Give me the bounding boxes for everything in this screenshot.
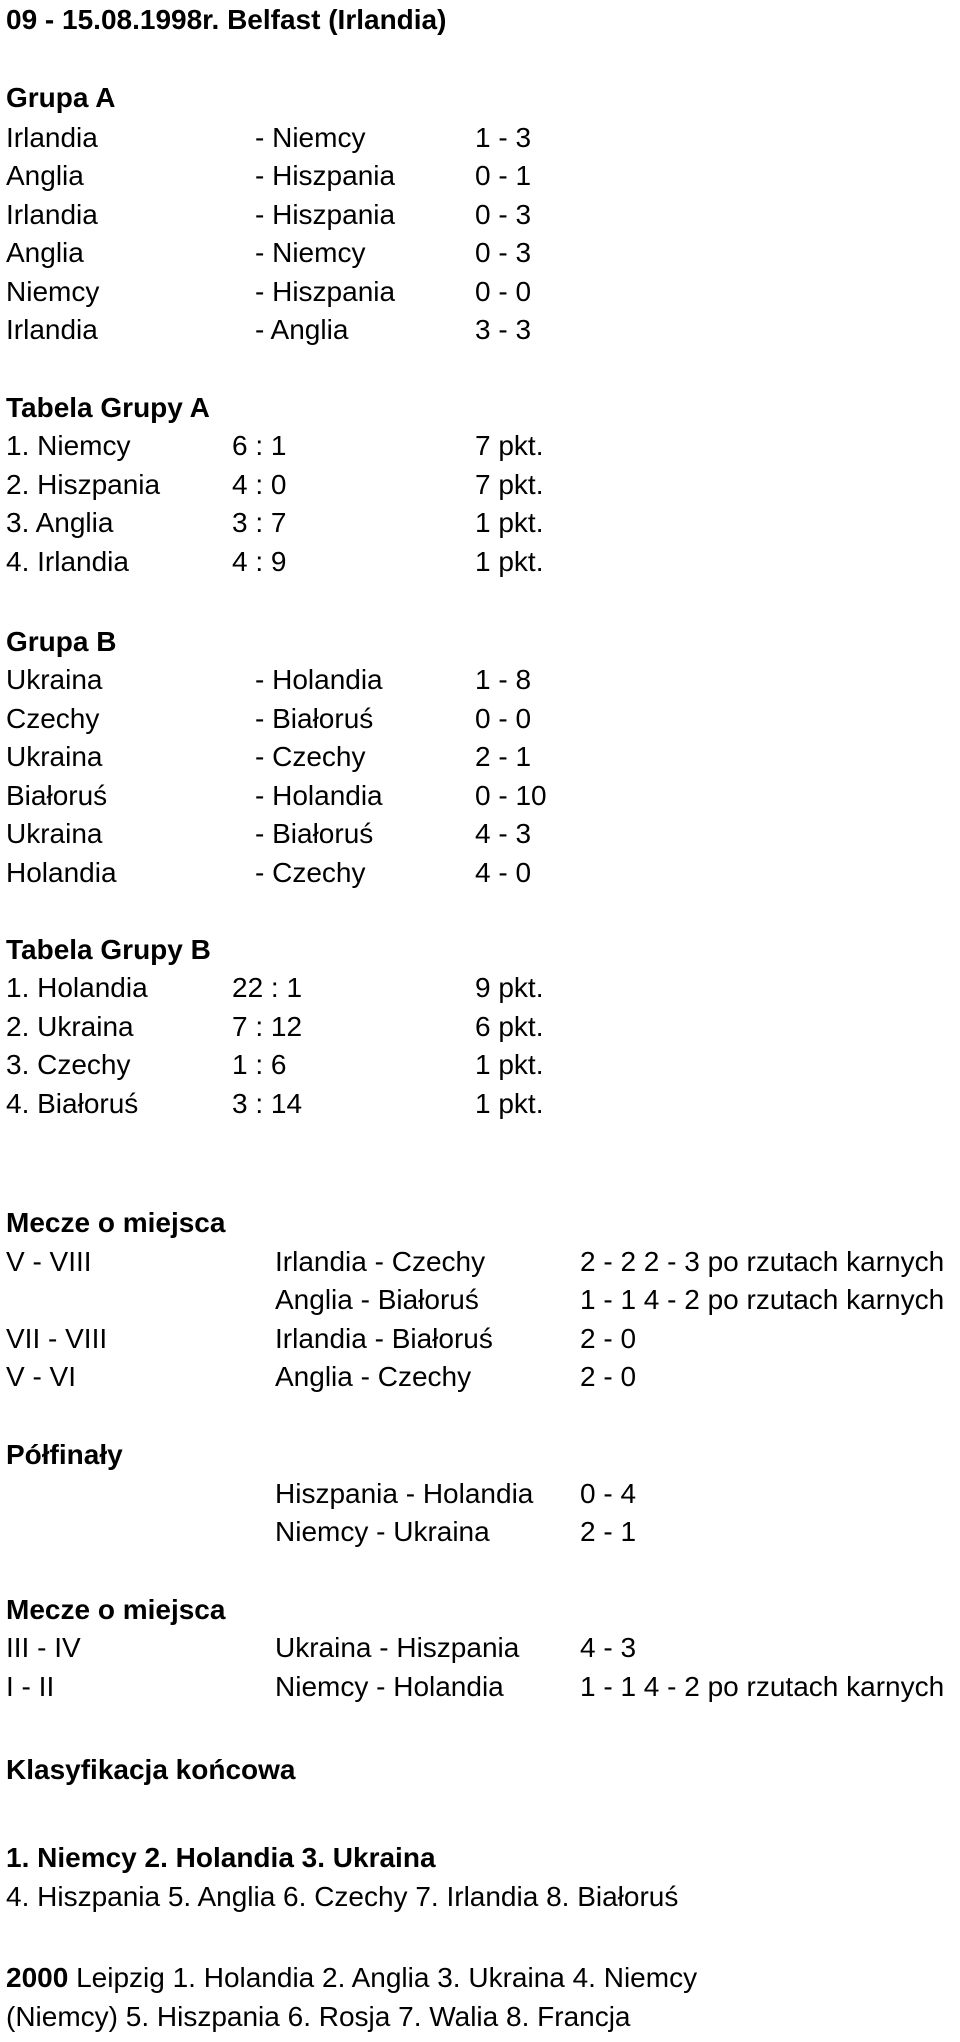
score: 0 - 10 [475, 780, 547, 811]
home-team: Białoruś [6, 780, 108, 811]
points: 6 pkt. [475, 1011, 544, 1042]
away-team: - Holandia [255, 664, 383, 695]
final-classification-title: Klasyfikacja końcowa [6, 1754, 296, 1785]
places: V - VIII [6, 1246, 92, 1277]
points: 7 pkt. [475, 469, 544, 500]
home-team: Irlandia [6, 199, 98, 230]
match-row [0, 855, 960, 891]
match-row [0, 197, 960, 233]
match: Niemcy - Holandia [275, 1671, 504, 1702]
standings-row [0, 1086, 960, 1122]
result: 4 - 3 [580, 1632, 637, 1663]
away-team: - Białoruś [255, 703, 374, 734]
score: 4 - 3 [475, 818, 532, 849]
score: 0 - 0 [475, 276, 532, 307]
home-team: Irlandia [6, 314, 98, 345]
team-rank: 2. Hiszpania [6, 469, 161, 500]
home-team: Anglia [6, 160, 84, 191]
score: 3 - 3 [475, 314, 532, 345]
places: I - II [6, 1671, 55, 1702]
team-rank: 3. Anglia [6, 507, 114, 538]
match-row [0, 739, 960, 775]
result: 2 - 0 [580, 1323, 637, 1354]
score: 2 - 1 [475, 741, 532, 772]
points: 1 pkt. [475, 546, 544, 577]
placement-row [0, 1359, 960, 1395]
home-team: Holandia [6, 857, 117, 888]
team-rank: 4. Białoruś [6, 1088, 139, 1119]
points: 1 pkt. [475, 507, 544, 538]
placement-row [0, 1669, 960, 1705]
goal-ratio: 1 : 6 [232, 1049, 287, 1080]
away-team: - Niemcy [255, 122, 366, 153]
match-row [0, 274, 960, 310]
standings-row [0, 544, 960, 580]
standings-row [0, 1047, 960, 1083]
match-row [0, 312, 960, 348]
places: III - IV [6, 1632, 81, 1663]
team-rank: 2. Ukraina [6, 1011, 134, 1042]
placement-row [0, 1321, 960, 1357]
goal-ratio: 6 : 1 [232, 430, 287, 461]
score: 0 - 3 [475, 237, 532, 268]
match: Ukraina - Hiszpania [275, 1632, 520, 1663]
semifinal-row [0, 1514, 960, 1550]
semifinals-title: Półfinały [6, 1439, 123, 1470]
match-row [0, 158, 960, 194]
group-a-title: Grupa A [6, 82, 116, 113]
goal-ratio: 7 : 12 [232, 1011, 303, 1042]
placement-row [0, 1282, 960, 1318]
group-a-table-title: Tabela Grupy A [6, 392, 210, 423]
next-edition-line [6, 1960, 697, 1996]
result: 1 - 1 4 - 2 po rzutach karnych [580, 1671, 945, 1702]
away-team: - Niemcy [255, 237, 366, 268]
home-team: Anglia [6, 237, 84, 268]
result: 2 - 0 [580, 1361, 637, 1392]
standings-row [0, 970, 960, 1006]
score: 0 - 3 [475, 199, 532, 230]
page-title: 09 - 15.08.1998r. Belfast (Irlandia) [6, 4, 447, 35]
standings-row [0, 428, 960, 464]
match: Hiszpania - Holandia [275, 1478, 534, 1509]
score: 0 - 0 [475, 703, 532, 734]
score: 0 - 1 [475, 160, 532, 191]
final-classification-top: 1. Niemcy 2. Holandia 3. Ukraina [6, 1842, 436, 1873]
places: VII - VIII [6, 1323, 108, 1354]
home-team: Irlandia [6, 122, 98, 153]
match-row [0, 701, 960, 737]
standings-row [0, 467, 960, 503]
score: 1 - 3 [475, 122, 532, 153]
match-row [0, 235, 960, 271]
standings-row [0, 505, 960, 541]
goal-ratio: 4 : 0 [232, 469, 287, 500]
points: 1 pkt. [475, 1049, 544, 1080]
home-team: Ukraina [6, 664, 103, 695]
placement-matches-title: Mecze o miejsca [6, 1594, 226, 1625]
semifinal-row [0, 1476, 960, 1512]
team-rank: 4. Irlandia [6, 546, 129, 577]
points: 7 pkt. [475, 430, 544, 461]
home-team: Ukraina [6, 818, 103, 849]
result: 1 - 1 4 - 2 po rzutach karnych [580, 1284, 945, 1315]
team-rank: 3. Czechy [6, 1049, 131, 1080]
match: Anglia - Czechy [275, 1361, 472, 1392]
next-edition-line-2: (Niemcy) 5. Hiszpania 6. Rosja 7. Walia 8. Francja [6, 2001, 631, 2032]
away-team: - Czechy [255, 857, 366, 888]
goal-ratio: 3 : 14 [232, 1088, 303, 1119]
score: 1 - 8 [475, 664, 532, 695]
match: Anglia - Białoruś [275, 1284, 479, 1315]
away-team: - Hiszpania [255, 276, 396, 307]
next-edition-year: 2000 [6, 1962, 69, 1993]
away-team: - Czechy [255, 741, 366, 772]
team-rank: 1. Niemcy [6, 430, 131, 461]
placement-row [0, 1244, 960, 1280]
result: 0 - 4 [580, 1478, 637, 1509]
places: V - VI [6, 1361, 77, 1392]
match-row [0, 816, 960, 852]
placement-matches-title: Mecze o miejsca [6, 1207, 226, 1238]
away-team: - Anglia [255, 314, 349, 345]
home-team: Niemcy [6, 276, 100, 307]
goal-ratio: 4 : 9 [232, 546, 287, 577]
final-classification-rest: 4. Hiszpania 5. Anglia 6. Czechy 7. Irlandia 8. Białoruś [6, 1881, 679, 1912]
home-team: Czechy [6, 703, 100, 734]
result: 2 - 2 2 - 3 po rzutach karnych [580, 1246, 945, 1277]
group-b-title: Grupa B [6, 626, 117, 657]
match-row [0, 778, 960, 814]
match: Irlandia - Białoruś [275, 1323, 493, 1354]
match-row [0, 120, 960, 156]
match: Irlandia - Czechy [275, 1246, 486, 1277]
match: Niemcy - Ukraina [275, 1516, 490, 1547]
match-row [0, 662, 960, 698]
next-edition-results: Leipzig 1. Holandia 2. Anglia 3. Ukraina 4. Niemcy [68, 1962, 698, 1993]
away-team: - Białoruś [255, 818, 374, 849]
team-rank: 1. Holandia [6, 972, 148, 1003]
goal-ratio: 22 : 1 [232, 972, 303, 1003]
goal-ratio: 3 : 7 [232, 507, 287, 538]
points: 9 pkt. [475, 972, 544, 1003]
standings-row [0, 1009, 960, 1045]
result: 2 - 1 [580, 1516, 637, 1547]
home-team: Ukraina [6, 741, 103, 772]
score: 4 - 0 [475, 857, 532, 888]
away-team: - Hiszpania [255, 160, 396, 191]
away-team: - Holandia [255, 780, 383, 811]
points: 1 pkt. [475, 1088, 544, 1119]
away-team: - Hiszpania [255, 199, 396, 230]
group-b-table-title: Tabela Grupy B [6, 934, 211, 965]
placement-row [0, 1630, 960, 1666]
